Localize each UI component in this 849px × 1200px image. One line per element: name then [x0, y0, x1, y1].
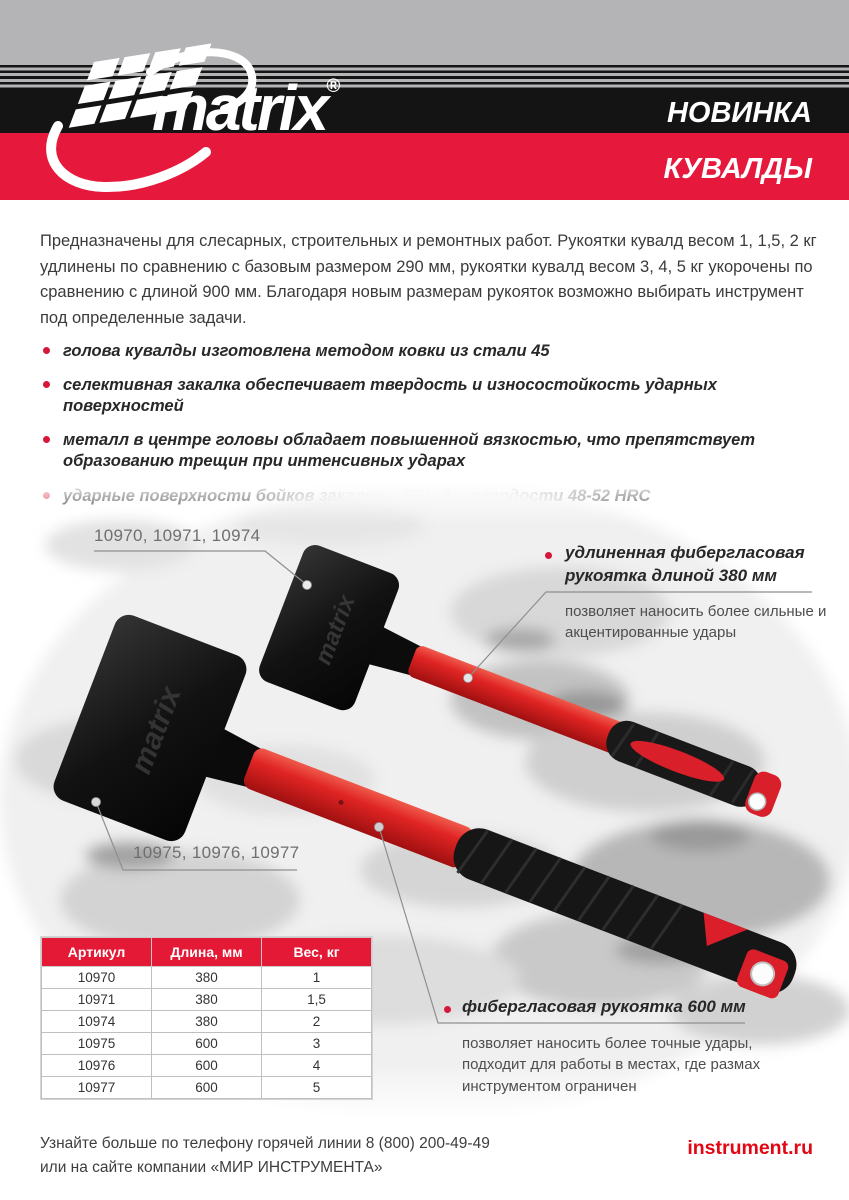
cell-length: 600	[152, 1033, 262, 1055]
site-link[interactable]: instrument.ru	[687, 1137, 813, 1159]
bullet-icon	[43, 436, 50, 443]
cell-length: 380	[152, 967, 262, 989]
feature-item	[40, 375, 810, 417]
table-row	[42, 1011, 372, 1033]
new-product-badge: НОВИНКА	[666, 97, 812, 129]
feature-item	[40, 341, 810, 362]
registered-mark: ®	[326, 76, 341, 97]
cell-article: 10970	[42, 967, 152, 989]
footer-company: или на сайте компании «МИР ИНСТРУМЕНТА»	[40, 1159, 383, 1176]
cell-length: 380	[152, 989, 262, 1011]
intro-paragraph: Предназначены для слесарных, строительных и ремонтных работ. Рукоятки кувалд весом 1, 1,5, 2 кг удлинены по сравнению с базовым размером 290 мм, рукоятки кувалд весом 3, 4, 5 кг укорочены по сравнению с длиной 900 мм. Благодаря новым размерам рукояток возможно выбирать инструмент под определенные задачи.	[40, 232, 817, 328]
table-row	[42, 1077, 372, 1099]
callout-600-description: позволяет наносить более точные удары, подходит для работы в местах, где размах инструментом ограничен	[462, 1035, 761, 1095]
feature-text: голова кувалды изготовлена методом ковки из стали 45	[63, 342, 550, 360]
callout-380-description: позволяет наносить более сильные и акцентированные удары	[565, 603, 827, 642]
feature-item	[40, 430, 810, 472]
cell-length: 600	[152, 1077, 262, 1099]
cell-article: 10974	[42, 1011, 152, 1033]
cell-weight: 1	[262, 967, 372, 989]
head-engraving: matrix	[124, 682, 188, 779]
cell-weight: 4	[262, 1055, 372, 1077]
col-header-length: Длина, мм	[152, 938, 262, 967]
table-row	[42, 967, 372, 989]
cell-article: 10971	[42, 989, 152, 1011]
cell-weight: 5	[262, 1077, 372, 1099]
page-title: КУВАЛДЫ	[663, 153, 812, 185]
feature-text: металл в центре головы обладает повышенной вязкостью, что препятствует образованию трещин при интенсивных ударах	[63, 431, 756, 471]
cell-article: 10977	[42, 1077, 152, 1099]
feature-text: селективная закалка обеспечивает твердость и износостойкость ударных поверхностей	[63, 376, 717, 416]
bullet-icon	[43, 381, 50, 388]
table-row	[42, 1055, 372, 1077]
cell-length: 600	[152, 1055, 262, 1077]
brand-wordmark	[152, 72, 341, 144]
cell-weight: 1,5	[262, 989, 372, 1011]
cell-weight: 2	[262, 1011, 372, 1033]
spec-table	[41, 937, 372, 1099]
table-row	[42, 989, 372, 1011]
callout-600-title: фибергласовая рукоятка 600 мм	[462, 997, 746, 1016]
bullet-icon	[43, 347, 50, 354]
col-header-weight: Вес, кг	[262, 938, 372, 967]
table-row	[42, 1033, 372, 1055]
bullet-icon	[444, 1006, 451, 1013]
cell-article: 10975	[42, 1033, 152, 1055]
callout-380-title: удлиненная фибергласовая рукоятка длиной 380 мм	[565, 543, 805, 586]
cell-article: 10976	[42, 1055, 152, 1077]
head-engraving: matrix	[309, 591, 361, 669]
brand-name: matrix	[152, 72, 327, 144]
col-header-article: Артикул	[42, 938, 152, 967]
bullet-icon	[545, 552, 552, 559]
footer-hotline: Узнайте больше по телефону горячей линии 8 (800) 200-49-49	[40, 1135, 490, 1152]
cell-length: 380	[152, 1011, 262, 1033]
spec-table-header-row	[42, 938, 372, 967]
article-label-long-handles: 10975, 10976, 10977	[133, 843, 300, 862]
article-label-short-handles: 10970, 10971, 10974	[94, 526, 261, 545]
cell-weight: 3	[262, 1033, 372, 1055]
